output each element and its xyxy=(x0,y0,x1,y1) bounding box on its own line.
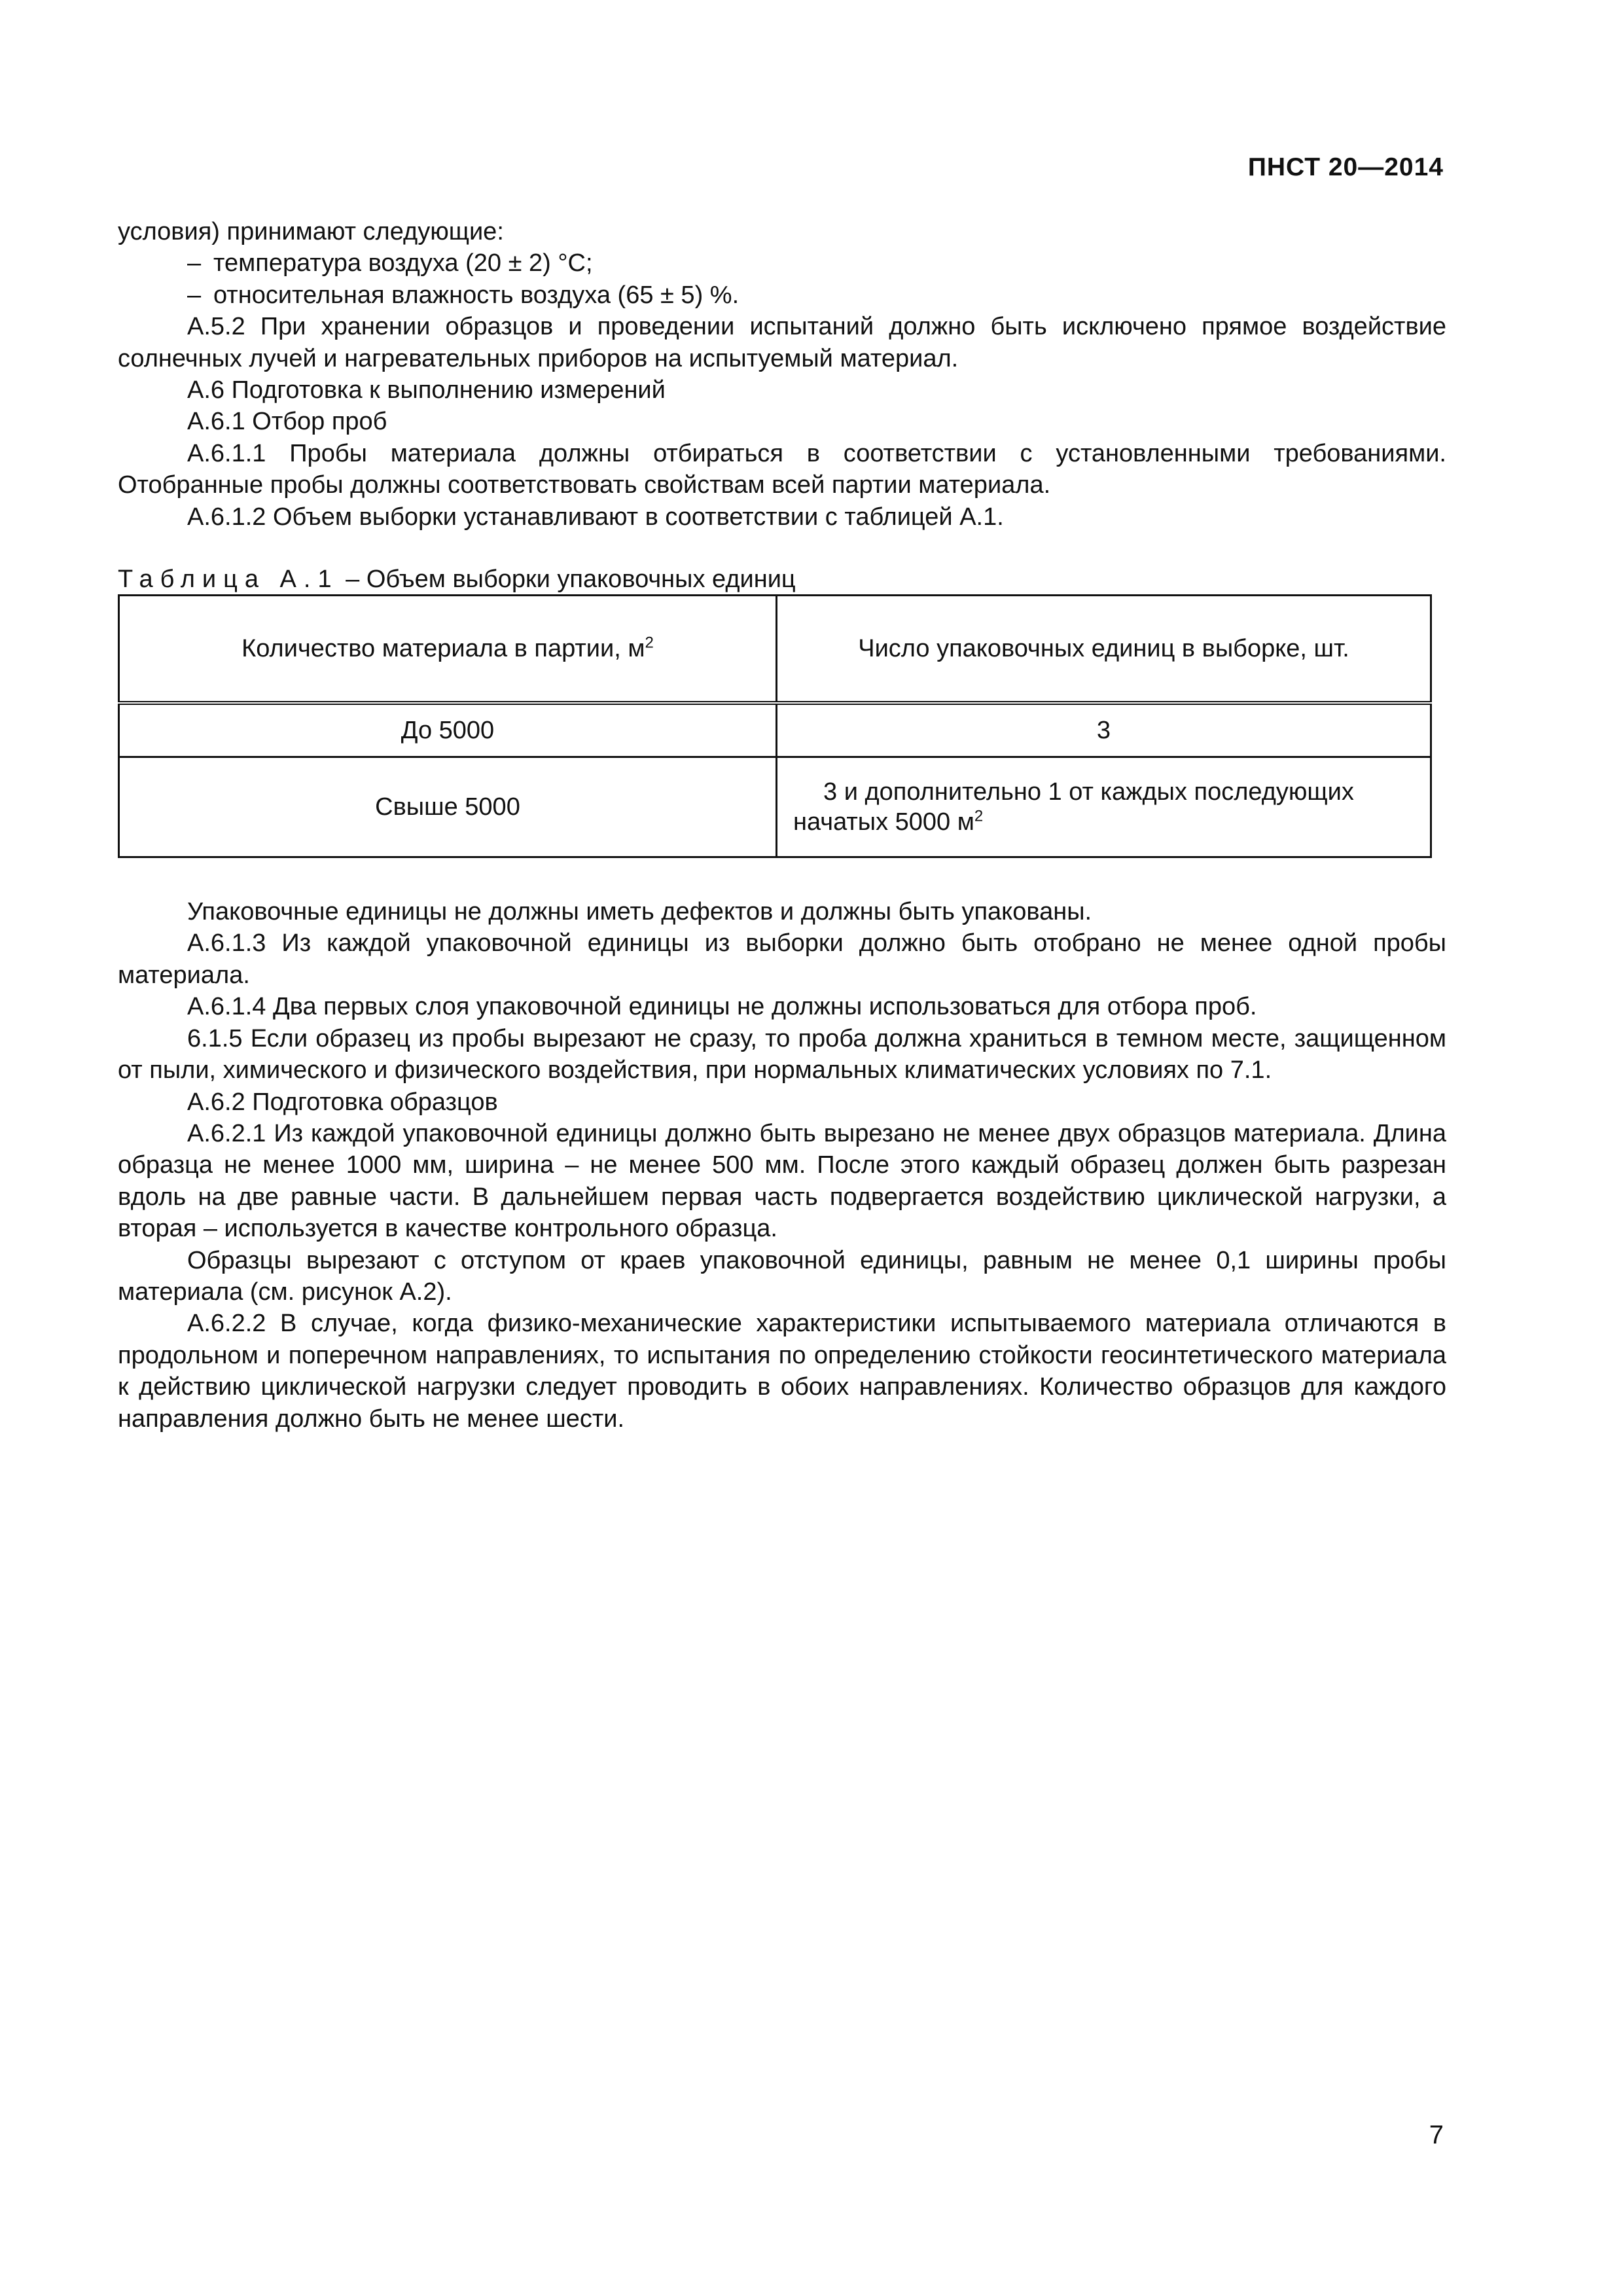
superscript: 2 xyxy=(974,807,984,825)
document-code: ПНСТ 20—2014 xyxy=(1247,153,1444,181)
paragraph: А.5.2 При хранении образцов и проведении испытаний должно быть исключено прямое воздействие солнечных лучей и нагревательных приборов на испытуемый материал. xyxy=(118,313,1446,372)
table-row xyxy=(119,757,1431,857)
cell-line: 3 и дополнительно 1 от каждых последующих xyxy=(823,778,1354,806)
dash-marker: – xyxy=(187,281,202,309)
paragraph: 6.1.5 Если образец из пробы вырезают не сразу, то проба должна храниться в темном месте, защищенном от пыли, химического и физического воздействия, при нормальных климатических условиях по 7.1. xyxy=(118,1024,1446,1085)
superscript: 2 xyxy=(645,634,654,652)
table-caption-text: – Объем выборки упаковочных единиц xyxy=(346,565,796,594)
list-item-text: температура воздуха (20 ± 2) °С; xyxy=(213,249,593,278)
table-cell: До 5000 xyxy=(119,703,777,757)
subsection-heading: А.6.1 Отбор проб xyxy=(187,408,387,436)
paragraph: А.6.1.2 Объем выборки устанавливают в соответствии с таблицей А.1. xyxy=(187,503,1004,531)
table-cell: 3 xyxy=(777,703,1431,757)
paragraph: А.6.2.2 В случае, когда физико-механические характеристики испытываемого материала отличаются в продольном и поперечном направлениях, то испытания по определению стойкости геосинтетического материала к действию циклической нагрузки следует проводить в обоих направлениях. Количество образцов для каждого направления должно быть не менее шести. xyxy=(118,1310,1446,1433)
paragraph: Упаковочные единицы не должны иметь дефектов и должны быть упакованы. xyxy=(187,898,1092,926)
text-after-table xyxy=(118,896,1446,1435)
list-item-text: относительная влажность воздуха (65 ± 5) %. xyxy=(213,281,740,309)
paragraph: А.6.1.4 Два первых слоя упаковочной единицы не должны использоваться для отбора проб. xyxy=(187,993,1257,1021)
paragraph: А.6.1.3 Из каждой упаковочной единицы из выборки должно быть отобрано не менее одной пробы материала. xyxy=(118,929,1446,989)
table-row xyxy=(119,703,1431,757)
page-number: 7 xyxy=(1429,2121,1444,2149)
paragraph: А.6.1.1 Пробы материала должны отбираться в соответствии с установленными требованиями. Отобранные пробы должны соответствовать свойствам всей партии материала. xyxy=(118,439,1446,499)
table-header-cell xyxy=(119,596,777,704)
header-text: Число упаковочных единиц в выборке, шт. xyxy=(858,634,1349,662)
table-header-row xyxy=(119,596,1431,704)
cell-line: начатых 5000 м xyxy=(793,808,974,836)
table-caption-label: Таблица А.1 xyxy=(118,565,339,594)
document-body xyxy=(118,216,1446,1435)
list-item xyxy=(118,247,1446,279)
subsection-heading: А.6.2 Подготовка образцов xyxy=(187,1088,498,1116)
paragraph: условия) принимают следующие: xyxy=(118,218,504,245)
paragraph: А.6.2.1 Из каждой упаковочной единицы должно быть вырезано не менее двух образцов материала. Длина образца не менее 1000 мм, ширина – не менее 500 мм. После этого каждый образец должен быть разрезан вдоль на две равные части. В дальнейшем первая часть подвергается воздействию циклической нагрузки, а вторая – используется в качестве контрольного образца. xyxy=(118,1119,1446,1243)
sample-size-table xyxy=(118,594,1432,858)
paragraph: Образцы вырезают с отступом от краев упаковочной единицы, равным не менее 0,1 ширины пробы материала (см. рисунок А.2). xyxy=(118,1246,1446,1306)
table-cell xyxy=(777,757,1431,857)
table-header-cell xyxy=(777,596,1431,704)
table-caption xyxy=(118,564,1446,594)
table-cell: Свыше 5000 xyxy=(119,757,777,857)
dash-marker: – xyxy=(187,249,202,278)
list-item xyxy=(118,279,1446,311)
section-heading: А.6 Подготовка к выполнению измерений xyxy=(187,376,666,404)
header-text: Количество материала в партии, м xyxy=(241,634,645,662)
